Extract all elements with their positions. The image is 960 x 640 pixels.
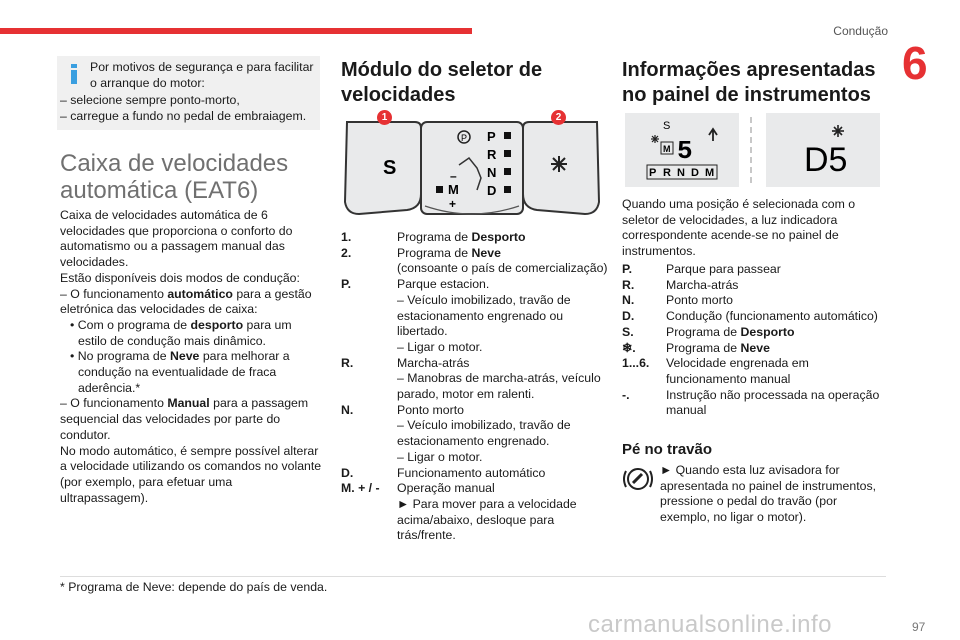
display-intro: Quando uma posição é selecionada com o seletor de velocidades, a luz indicadora correspondente acende-se no painel de instrumentos. xyxy=(622,197,856,259)
left-section-heading: Caixa de velocidades automática (EAT6) xyxy=(60,150,289,204)
gear-strip-p: P xyxy=(649,167,657,179)
indicator-p xyxy=(504,132,511,139)
legend-item: R. Marcha-atrás – Manobras de marcha-atrás, veículo parado, motor em ralenti. xyxy=(341,355,601,402)
display-drive-gear: D5 xyxy=(804,141,848,179)
middle-section-heading: Módulo do seletor de velocidades xyxy=(341,59,543,106)
snowflake-icon xyxy=(551,156,567,172)
gear-label-n: N xyxy=(487,165,497,180)
section-title: Condução xyxy=(833,24,888,38)
indicator-m xyxy=(436,186,443,193)
page-number: 97 xyxy=(912,620,926,634)
display-manual-label: M xyxy=(663,144,671,154)
sport-bullet: • Com o programa de desporto para um estilo de condução mais dinâmico. xyxy=(70,317,292,348)
brake-text: ► Quando esta luz avisadora for apresentada no painel de instrumentos, pressione o pedal do travão (por exemplo, no ligar o motor). xyxy=(660,463,877,525)
note-item: – carregue a fundo no pedal de embraiagem. xyxy=(60,109,307,123)
gear-strip-d: D xyxy=(691,167,699,179)
indicator-n xyxy=(504,168,511,175)
watermark: carmanualsonline.info xyxy=(588,611,832,638)
sport-button-label: S xyxy=(383,157,397,179)
snowflake-icon xyxy=(832,125,844,137)
footnote: * Programa de Neve: depende do país de venda. xyxy=(60,580,328,594)
header-accent-bar xyxy=(0,28,472,34)
legend-item: N. Ponto morto – Veículo imobilizado, travão de estacionamento engrenado. – Ligar o motor. xyxy=(341,402,571,464)
gear-label-d: D xyxy=(487,183,497,198)
legend-item: ❄. Programa de Neve xyxy=(622,340,770,355)
legend-item: 2. Programa de Neve (consoante o país de comercialização) xyxy=(341,245,608,276)
note-item: – selecione sempre ponto-morto, xyxy=(60,93,240,107)
manual-label: M xyxy=(448,182,459,197)
legend-item: -. Instrução não processada na operação manual xyxy=(622,387,880,418)
gear-strip-m: M xyxy=(705,167,715,179)
note-text: Por motivos de segurança e para facilitar o arranque do motor: xyxy=(90,60,314,90)
callout-badge-2: 2 xyxy=(551,110,566,125)
legend-item: P. Parque estacion. – Veículo imobilizado, travão de estacionamento engrenado ou libertado. – Ligar o motor. xyxy=(341,277,571,354)
plus-label: + xyxy=(449,197,457,211)
indicator-d xyxy=(504,186,511,193)
note-list xyxy=(60,92,318,124)
paragraph: Caixa de velocidades automática de 6 velocidades que proporciona o conforto do automatismo ou a passagem manual das velocidades. xyxy=(60,208,293,270)
legend-item: D. Condução (funcionamento automático) xyxy=(622,309,878,324)
snow-bullet: • No programa de Neve para melhorar a condução na eventualidade de fraca aderência.* xyxy=(70,349,290,395)
callout-badge-1: 1 xyxy=(377,110,392,125)
legend-item: S. Programa de Desporto xyxy=(622,324,795,339)
brake-heading: Pé no travão xyxy=(622,441,713,458)
gear-strip-n: N xyxy=(677,167,685,179)
instrument-display-2 xyxy=(766,113,880,187)
chapter-number: 6 xyxy=(902,37,928,89)
instrument-display-1 xyxy=(625,113,739,187)
selector-legend xyxy=(341,230,609,544)
gear-label-r: R xyxy=(487,147,497,162)
paragraph: No modo automático, é sempre possível alterar a velocidade utilizando os comandos no volante (por exemplo, para efetuar uma ultrapassagem). xyxy=(60,443,322,505)
display-sport-label: S xyxy=(663,120,671,132)
legend-item: M. + / - Operação manual ► Para mover para a velocidade acima/abaixo, desloque para trás/frente. xyxy=(341,481,577,543)
info-icon xyxy=(70,64,78,84)
legend-item: N. Ponto morto xyxy=(622,293,733,308)
legend-item: R. Marcha-atrás xyxy=(622,277,739,292)
paragraph: Estão disponíveis dois modos de condução: xyxy=(60,270,300,285)
display-divider xyxy=(750,117,754,183)
gear-selector-illustration xyxy=(341,110,603,228)
gear-label-p: P xyxy=(487,129,496,144)
upshift-arrow-icon xyxy=(709,129,717,141)
gear-strip-r: R xyxy=(663,167,671,179)
minus-label: – xyxy=(450,169,457,183)
legend-item: D. Funcionamento automático xyxy=(341,465,546,480)
snowflake-icon xyxy=(651,135,659,143)
display-legend xyxy=(622,262,884,419)
right-section-heading: Informações apresentadas no painel de instrumentos xyxy=(622,59,876,106)
indicator-r xyxy=(504,150,511,157)
legend-item: P. Parque para passear xyxy=(622,262,781,276)
manual-mode-item: – O funcionamento Manual para a passagem sequencial das velocidades por parte do condutor. xyxy=(60,396,309,442)
svg-text:P: P xyxy=(461,133,468,143)
auto-mode-item: – O funcionamento automático para a gestão eletrónica das velocidades de caixa: xyxy=(60,286,312,317)
left-body xyxy=(60,208,322,506)
footnote-divider xyxy=(60,576,886,577)
legend-item: 1. Programa de Desporto xyxy=(341,230,526,244)
gear-selector-figure xyxy=(341,110,603,228)
legend-item: 1...6. Velocidade engrenada em funcionamento manual xyxy=(622,356,809,386)
display-gear-number: 5 xyxy=(677,136,693,166)
